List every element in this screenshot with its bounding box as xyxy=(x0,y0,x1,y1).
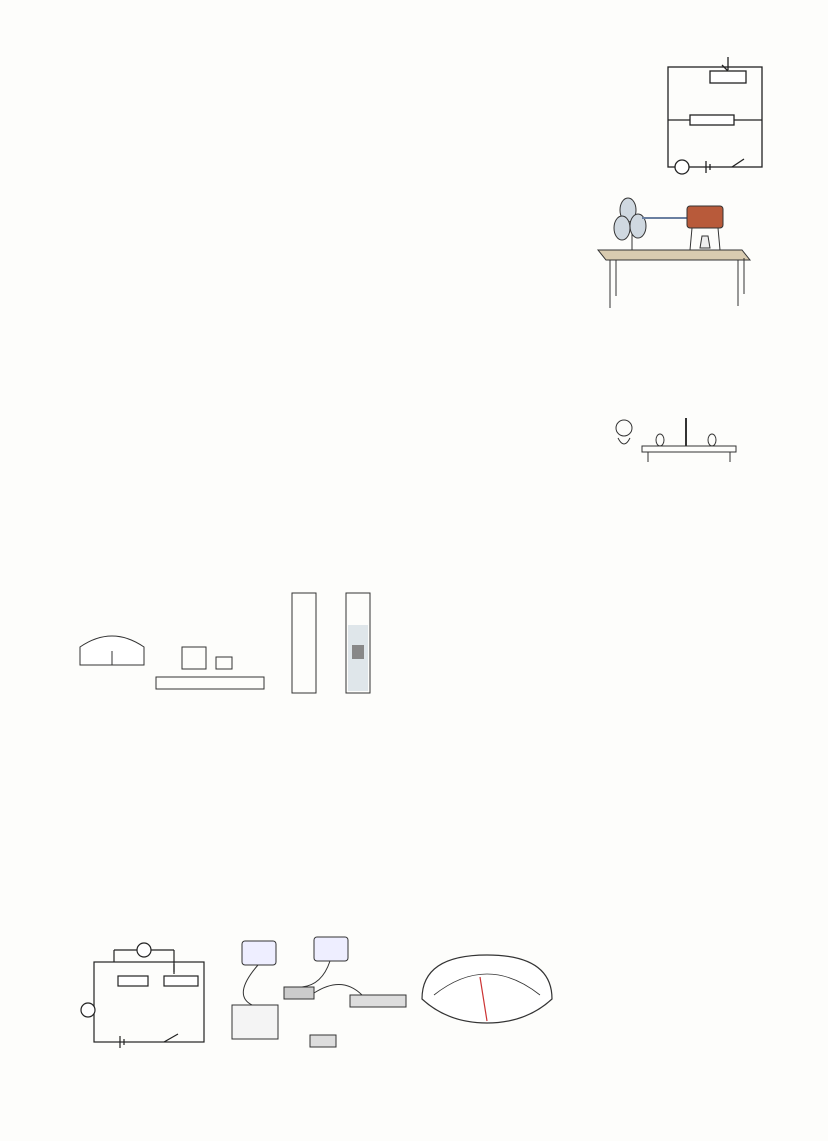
q20-ammeter-dial xyxy=(416,945,558,1070)
q17-steam-turbine-figure xyxy=(592,188,752,313)
q18-mirror-figure xyxy=(612,388,762,468)
q16-circuit-figure xyxy=(660,55,770,175)
q20-apparatus-figure xyxy=(222,935,412,1070)
q19-measurement-figure xyxy=(76,585,386,710)
